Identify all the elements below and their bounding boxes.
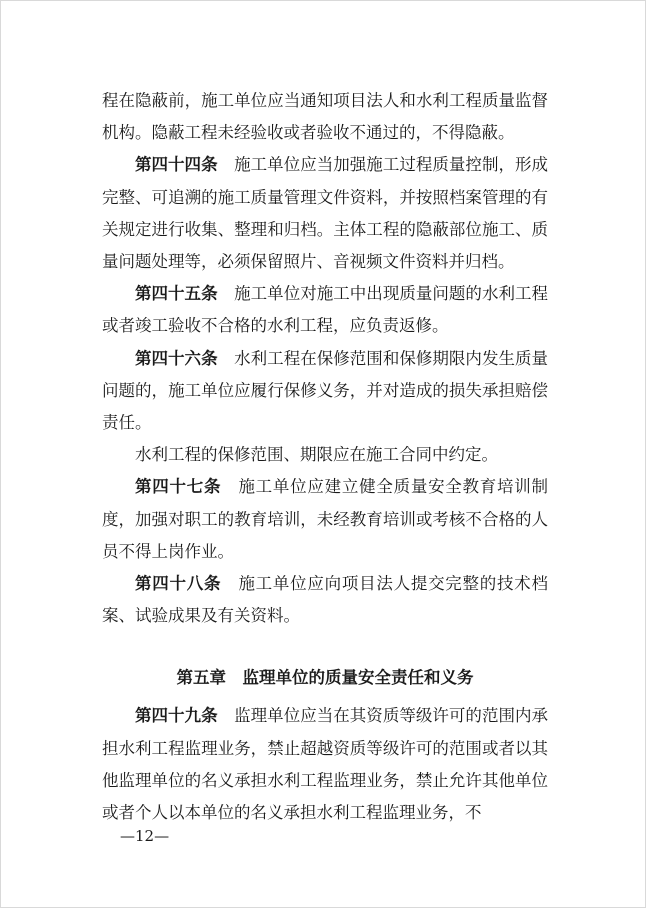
chapter-heading xyxy=(102,662,548,694)
paragraph-text: 程在隐蔽前，施工单位应当通知项目法人和水利工程质量监督机构。隐蔽工程未经验收或者验收不通过的，不得隐蔽。 xyxy=(102,91,548,143)
article-46 xyxy=(102,343,548,440)
article-text: 施工单位应建立健全质量安全教育培训制度，加强对职工的教育培训，未经教育培训或考核不合格的人员不得上岗作业。 xyxy=(102,477,549,561)
article-text: 施工单位对施工中出现质量问题的水利工程或者竣工验收不合格的水利工程，应负责返修。 xyxy=(102,284,549,336)
article-title: 第四十六条 xyxy=(135,348,218,368)
article-46-paragraph-2 xyxy=(102,439,548,471)
article-44 xyxy=(102,149,548,278)
article-text: 施工单位应向项目法人提交完整的技术档案、试验成果及有关资料。 xyxy=(102,574,549,626)
article-title: 第四十九条 xyxy=(135,706,218,726)
article-title: 第四十八条 xyxy=(135,574,222,594)
paragraph-text: 水利工程的保修范围、期限应在施工合同中约定。 xyxy=(135,445,498,465)
chapter-number: 第五章 xyxy=(176,668,226,688)
article-48 xyxy=(102,568,548,632)
article-text: 施工单位应当加强施工过程质量控制，形成完整、可追溯的施工质量管理文件资料，并按照档案管理的有关规定进行收集、整理和归档。主体工程的隐蔽部位施工、质量问题处理等，必须保留照片、音视频文件资料并归档。 xyxy=(102,155,549,272)
article-45 xyxy=(102,278,548,342)
article-text: 水利工程在保修范围和保修期限内发生质量问题的，施工单位应履行保修义务，并对造成的损失承担赔偿责任。 xyxy=(102,348,549,433)
article-title: 第四十四条 xyxy=(135,155,218,175)
article-47 xyxy=(102,471,548,568)
article-title: 第四十七条 xyxy=(135,477,222,497)
chapter-title: 监理单位的质量安全责任和义务 xyxy=(242,668,474,688)
paragraph-continued xyxy=(102,85,548,149)
page-number: —12— xyxy=(120,827,170,845)
article-title: 第四十五条 xyxy=(135,284,218,304)
article-49 xyxy=(102,700,548,829)
document-body xyxy=(102,85,548,829)
article-text: 监理单位应当在其资质等级许可的范围内承担水利工程监理业务，禁止超越资质等级许可的范围或者以其他监理单位的名义承担水利工程监理业务，禁止允许其他单位或者个人以本单位的名义承担水利工程监理业务，不 xyxy=(102,706,549,823)
